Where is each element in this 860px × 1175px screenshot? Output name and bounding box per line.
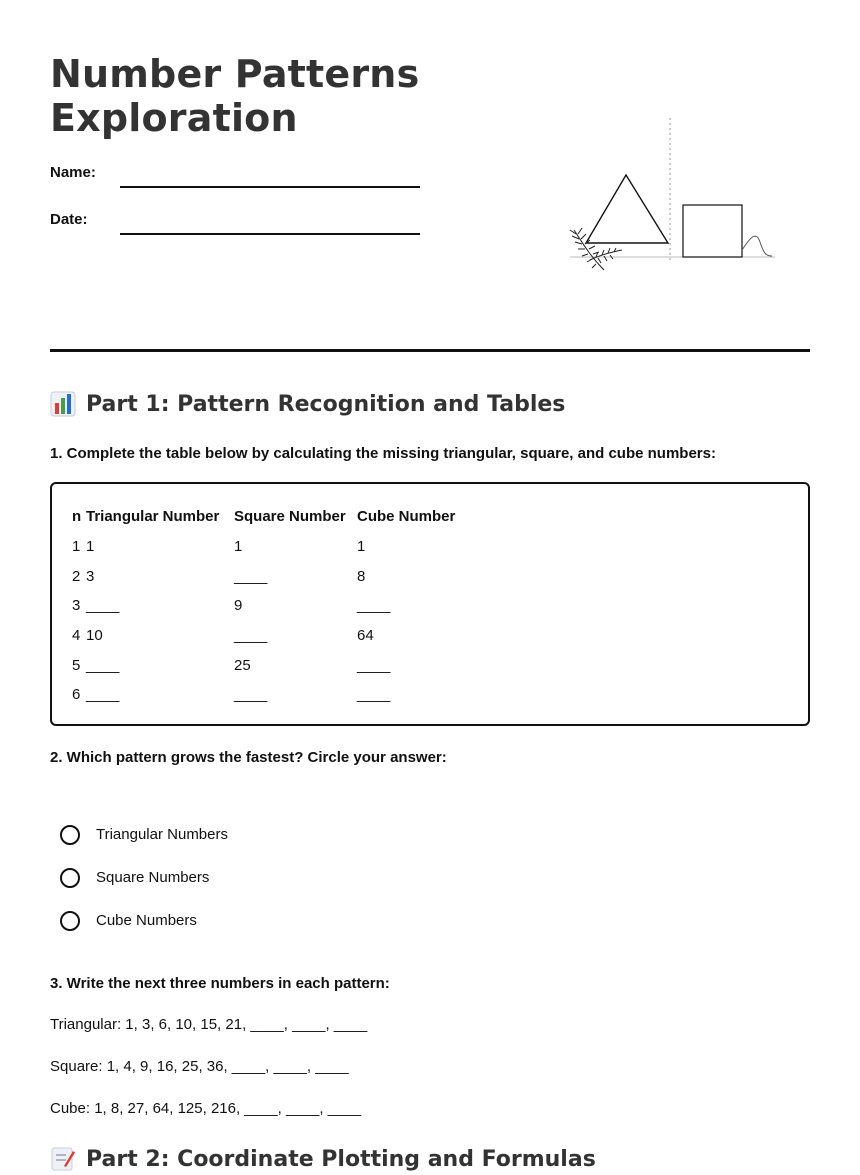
table-header-row [70,502,469,532]
shapes-illustration [560,110,780,280]
cell-square: 9 [234,597,243,615]
part2-heading [50,1143,596,1175]
square-shape [683,205,742,257]
radio-circle[interactable] [60,825,80,845]
cell-square-blank[interactable]: ____ [234,686,268,704]
question-3: 3. Write the next three numbers in each pattern: [50,975,390,992]
table-row [70,650,469,680]
cell-cube-blank[interactable]: ____ [357,597,391,615]
cell-square: 25 [234,656,251,674]
question-1: 1. Complete the table below by calculating the missing triangular, square, and cube numbers: [50,445,716,462]
answer-options [60,813,460,942]
worksheet-title [50,52,480,140]
cube-pattern-line[interactable]: Cube: 1, 8, 27, 64, 125, 216, ____, ____, ____ [50,1100,362,1117]
option-cube[interactable] [60,899,460,942]
table-row [70,591,469,621]
header-divider [50,349,810,352]
cell-cube-blank[interactable]: ____ [357,686,391,704]
title-line-2: Exploration [50,96,298,140]
table-row [70,532,469,562]
date-write-line[interactable] [120,233,420,235]
cell-n: 4 [72,627,81,645]
bar-chart-icon [50,391,76,417]
cell-square: 1 [234,538,243,556]
cell-cube: 1 [357,538,366,556]
table-row [70,562,469,592]
cell-n: 3 [72,597,81,615]
option-label: Cube Numbers [96,912,197,929]
cell-n: 1 [72,538,81,556]
question-2: 2. Which pattern grows the fastest? Circle your answer: [50,749,447,766]
name-field[interactable] [50,162,430,192]
cell-triangular: 10 [86,627,103,645]
date-label: Date: [50,211,88,228]
cell-n: 5 [72,656,81,674]
triangular-pattern-line[interactable]: Triangular: 1, 3, 6, 10, 15, 21, ____, ____, ____ [50,1016,368,1033]
option-square[interactable] [60,856,460,899]
cell-triangular: 3 [86,567,95,585]
table-row [70,621,469,651]
cell-cube: 64 [357,627,374,645]
cell-n: 6 [72,686,81,704]
radio-circle[interactable] [60,868,80,888]
memo-icon [50,1146,76,1172]
pattern-table [70,502,469,710]
fern-icon [570,228,622,270]
cell-cube: 8 [357,567,366,585]
name-write-line[interactable] [120,186,420,188]
cell-triangular: 1 [86,538,95,556]
option-label: Triangular Numbers [96,826,228,843]
header-square: Square Number [234,507,346,525]
header-cube: Cube Number [357,507,456,525]
triangle-shape [586,175,668,243]
cell-n: 2 [72,567,81,585]
cell-square-blank[interactable]: ____ [234,567,268,585]
cell-triangular-blank[interactable]: ____ [86,686,120,704]
name-label: Name: [50,164,96,181]
cell-triangular-blank[interactable]: ____ [86,656,120,674]
square-pattern-line[interactable]: Square: 1, 4, 9, 16, 25, 36, ____, ____, ____ [50,1058,349,1075]
header-triangular: Triangular Number [86,507,220,525]
radio-circle[interactable] [60,911,80,931]
table-row [70,680,469,710]
header-n: n [72,507,82,525]
pattern-table-box [50,482,810,726]
option-label: Square Numbers [96,869,210,886]
option-triangular[interactable] [60,813,460,856]
cell-cube-blank[interactable]: ____ [357,656,391,674]
part1-heading [50,388,565,420]
curve-shape [742,236,772,256]
cell-triangular-blank[interactable]: ____ [86,597,120,615]
date-field[interactable] [50,209,430,239]
cell-square-blank[interactable]: ____ [234,627,268,645]
title-line-1: Number Patterns [50,52,420,96]
part2-heading-text: Part 2: Coordinate Plotting and Formulas [86,1146,596,1172]
part1-heading-text: Part 1: Pattern Recognition and Tables [86,391,566,417]
